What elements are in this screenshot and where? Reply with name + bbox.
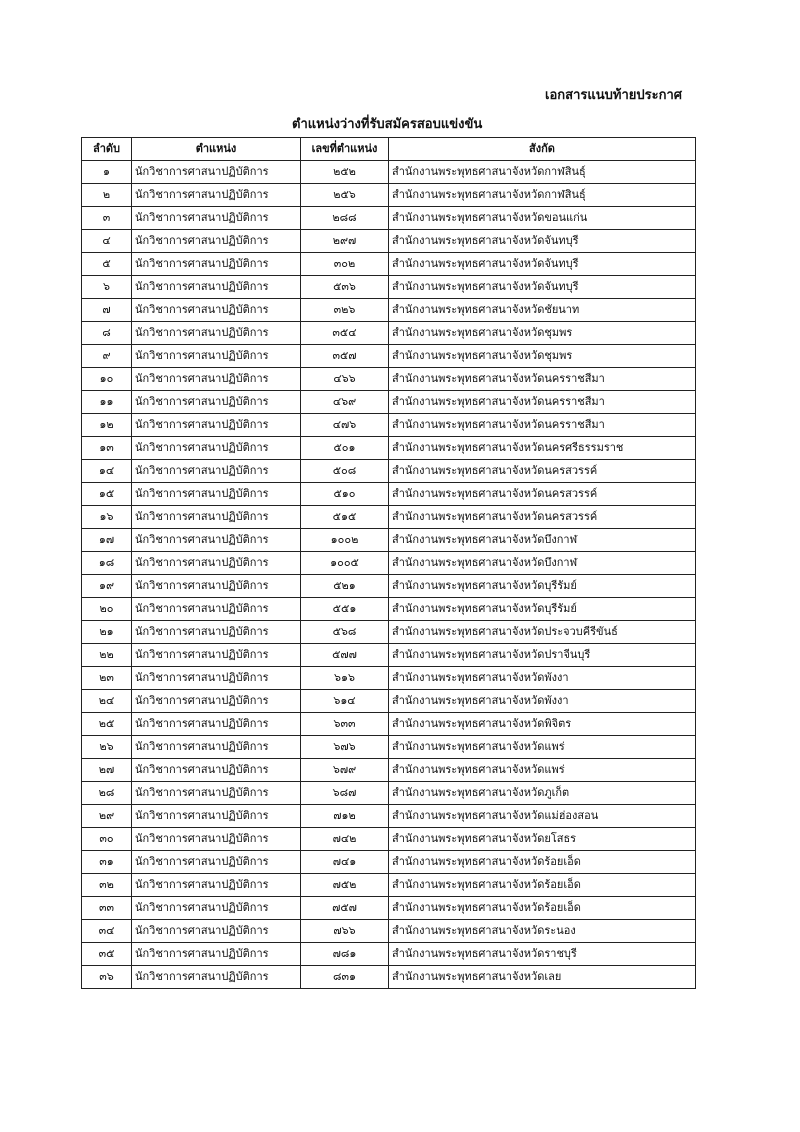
order-cell: ๑๖ bbox=[82, 506, 132, 529]
affiliation-cell: สำนักงานพระพุทธศาสนาจังหวัดยโสธร bbox=[389, 828, 696, 851]
position-number-cell: ๓๐๒ bbox=[301, 253, 389, 276]
order-cell: ๑๔ bbox=[82, 460, 132, 483]
affiliation-cell: สำนักงานพระพุทธศาสนาจังหวัดชัยนาท bbox=[389, 299, 696, 322]
table-row bbox=[82, 391, 696, 414]
position-cell: นักวิชาการศาสนาปฏิบัติการ bbox=[132, 943, 301, 966]
order-cell: ๑๓ bbox=[82, 437, 132, 460]
position-cell: นักวิชาการศาสนาปฏิบัติการ bbox=[132, 414, 301, 437]
table-row bbox=[82, 552, 696, 575]
order-cell: ๑๙ bbox=[82, 575, 132, 598]
affiliation-cell: สำนักงานพระพุทธศาสนาจังหวัดบุรีรัมย์ bbox=[389, 598, 696, 621]
position-cell: นักวิชาการศาสนาปฏิบัติการ bbox=[132, 483, 301, 506]
affiliation-cell: สำนักงานพระพุทธศาสนาจังหวัดระนอง bbox=[389, 920, 696, 943]
position-number-cell: ๔๖๖ bbox=[301, 368, 389, 391]
position-cell: นักวิชาการศาสนาปฏิบัติการ bbox=[132, 299, 301, 322]
order-cell: ๑๒ bbox=[82, 414, 132, 437]
column-header-position-number: เลขที่ตำแหน่ง bbox=[301, 138, 389, 161]
position-cell: นักวิชาการศาสนาปฏิบัติการ bbox=[132, 713, 301, 736]
position-number-cell: ๗๕๒ bbox=[301, 874, 389, 897]
table-row bbox=[82, 920, 696, 943]
vacancy-table-container bbox=[81, 137, 696, 989]
position-number-cell: ๔๖๙ bbox=[301, 391, 389, 414]
column-header-affiliation: สังกัด bbox=[389, 138, 696, 161]
affiliation-cell: สำนักงานพระพุทธศาสนาจังหวัดบึงกาฬ bbox=[389, 552, 696, 575]
affiliation-cell: สำนักงานพระพุทธศาสนาจังหวัดบุรีรัมย์ bbox=[389, 575, 696, 598]
table-row bbox=[82, 782, 696, 805]
affiliation-cell: สำนักงานพระพุทธศาสนาจังหวัดแพร่ bbox=[389, 759, 696, 782]
table-row bbox=[82, 805, 696, 828]
affiliation-cell: สำนักงานพระพุทธศาสนาจังหวัดร้อยเอ็ด bbox=[389, 874, 696, 897]
affiliation-cell: สำนักงานพระพุทธศาสนาจังหวัดนครสวรรค์ bbox=[389, 506, 696, 529]
table-row bbox=[82, 828, 696, 851]
table-row bbox=[82, 184, 696, 207]
position-cell: นักวิชาการศาสนาปฏิบัติการ bbox=[132, 391, 301, 414]
position-number-cell: ๖๗๙ bbox=[301, 759, 389, 782]
position-number-cell: ๕๕๑ bbox=[301, 598, 389, 621]
order-cell: ๘ bbox=[82, 322, 132, 345]
position-number-cell: ๒๕๖ bbox=[301, 184, 389, 207]
position-number-cell: ๕๖๘ bbox=[301, 621, 389, 644]
order-cell: ๒๙ bbox=[82, 805, 132, 828]
position-number-cell: ๘๓๑ bbox=[301, 966, 389, 989]
position-number-cell: ๑๐๐๒ bbox=[301, 529, 389, 552]
affiliation-cell: สำนักงานพระพุทธศาสนาจังหวัดนครศรีธรรมราช bbox=[389, 437, 696, 460]
document-title: ตำแหน่งว่างที่รับสมัครสอบแข่งขัน bbox=[292, 117, 483, 132]
position-cell: นักวิชาการศาสนาปฏิบัติการ bbox=[132, 276, 301, 299]
affiliation-cell: สำนักงานพระพุทธศาสนาจังหวัดขอนแก่น bbox=[389, 207, 696, 230]
table-row bbox=[82, 966, 696, 989]
table-row bbox=[82, 667, 696, 690]
table-row bbox=[82, 897, 696, 920]
position-cell: นักวิชาการศาสนาปฏิบัติการ bbox=[132, 621, 301, 644]
table-row bbox=[82, 483, 696, 506]
position-number-cell: ๓๕๔ bbox=[301, 322, 389, 345]
position-number-cell: ๒๕๒ bbox=[301, 161, 389, 184]
affiliation-cell: สำนักงานพระพุทธศาสนาจังหวัดประจวบคีรีขันธ์ bbox=[389, 621, 696, 644]
affiliation-cell: สำนักงานพระพุทธศาสนาจังหวัดจันทบุรี bbox=[389, 253, 696, 276]
table-row bbox=[82, 230, 696, 253]
affiliation-cell: สำนักงานพระพุทธศาสนาจังหวัดแม่ฮ่องสอน bbox=[389, 805, 696, 828]
table-row bbox=[82, 644, 696, 667]
affiliation-cell: สำนักงานพระพุทธศาสนาจังหวัดแพร่ bbox=[389, 736, 696, 759]
order-cell: ๖ bbox=[82, 276, 132, 299]
table-row bbox=[82, 736, 696, 759]
order-cell: ๓๓ bbox=[82, 897, 132, 920]
position-number-cell: ๗๘๑ bbox=[301, 943, 389, 966]
position-cell: นักวิชาการศาสนาปฏิบัติการ bbox=[132, 437, 301, 460]
affiliation-cell: สำนักงานพระพุทธศาสนาจังหวัดกาฬสินธุ์ bbox=[389, 184, 696, 207]
position-cell: นักวิชาการศาสนาปฏิบัติการ bbox=[132, 322, 301, 345]
position-number-cell: ๕๐๑ bbox=[301, 437, 389, 460]
column-header-position: ตำแหน่ง bbox=[132, 138, 301, 161]
order-cell: ๓๒ bbox=[82, 874, 132, 897]
affiliation-cell: สำนักงานพระพุทธศาสนาจังหวัดกาฬสินธุ์ bbox=[389, 161, 696, 184]
position-cell: นักวิชาการศาสนาปฏิบัติการ bbox=[132, 690, 301, 713]
position-cell: นักวิชาการศาสนาปฏิบัติการ bbox=[132, 161, 301, 184]
affiliation-cell: สำนักงานพระพุทธศาสนาจังหวัดชุมพร bbox=[389, 322, 696, 345]
table-row bbox=[82, 690, 696, 713]
affiliation-cell: สำนักงานพระพุทธศาสนาจังหวัดชุมพร bbox=[389, 345, 696, 368]
order-cell: ๓ bbox=[82, 207, 132, 230]
position-number-cell: ๒๙๗ bbox=[301, 230, 389, 253]
position-cell: นักวิชาการศาสนาปฏิบัติการ bbox=[132, 207, 301, 230]
table-row bbox=[82, 575, 696, 598]
table-row bbox=[82, 276, 696, 299]
affiliation-cell: สำนักงานพระพุทธศาสนาจังหวัดนครราชสีมา bbox=[389, 391, 696, 414]
order-cell: ๒ bbox=[82, 184, 132, 207]
position-number-cell: ๑๐๐๕ bbox=[301, 552, 389, 575]
order-cell: ๔ bbox=[82, 230, 132, 253]
order-cell: ๑๑ bbox=[82, 391, 132, 414]
position-number-cell: ๓๒๖ bbox=[301, 299, 389, 322]
order-cell: ๓๐ bbox=[82, 828, 132, 851]
affiliation-cell: สำนักงานพระพุทธศาสนาจังหวัดภูเก็ต bbox=[389, 782, 696, 805]
table-header-row bbox=[82, 138, 696, 161]
order-cell: ๑๘ bbox=[82, 552, 132, 575]
order-cell: ๓๑ bbox=[82, 851, 132, 874]
position-cell: นักวิชาการศาสนาปฏิบัติการ bbox=[132, 184, 301, 207]
order-cell: ๒๖ bbox=[82, 736, 132, 759]
position-number-cell: ๗๑๒ bbox=[301, 805, 389, 828]
position-cell: นักวิชาการศาสนาปฏิบัติการ bbox=[132, 552, 301, 575]
table-row bbox=[82, 460, 696, 483]
affiliation-cell: สำนักงานพระพุทธศาสนาจังหวัดนครสวรรค์ bbox=[389, 483, 696, 506]
position-cell: นักวิชาการศาสนาปฏิบัติการ bbox=[132, 667, 301, 690]
position-number-cell: ๕๒๑ bbox=[301, 575, 389, 598]
order-cell: ๙ bbox=[82, 345, 132, 368]
order-cell: ๓๕ bbox=[82, 943, 132, 966]
position-cell: นักวิชาการศาสนาปฏิบัติการ bbox=[132, 575, 301, 598]
order-cell: ๒๔ bbox=[82, 690, 132, 713]
position-cell: นักวิชาการศาสนาปฏิบัติการ bbox=[132, 759, 301, 782]
order-cell: ๓๔ bbox=[82, 920, 132, 943]
table-row bbox=[82, 759, 696, 782]
position-number-cell: ๖๘๗ bbox=[301, 782, 389, 805]
position-cell: นักวิชาการศาสนาปฏิบัติการ bbox=[132, 529, 301, 552]
position-number-cell: ๕๗๗ bbox=[301, 644, 389, 667]
affiliation-cell: สำนักงานพระพุทธศาสนาจังหวัดร้อยเอ็ด bbox=[389, 897, 696, 920]
affiliation-cell: สำนักงานพระพุทธศาสนาจังหวัดปราจีนบุรี bbox=[389, 644, 696, 667]
affiliation-cell: สำนักงานพระพุทธศาสนาจังหวัดเลย bbox=[389, 966, 696, 989]
order-cell: ๒๓ bbox=[82, 667, 132, 690]
table-row bbox=[82, 851, 696, 874]
position-number-cell: ๗๔๒ bbox=[301, 828, 389, 851]
position-number-cell: ๕๐๘ bbox=[301, 460, 389, 483]
table-row bbox=[82, 161, 696, 184]
table-row bbox=[82, 598, 696, 621]
order-cell: ๒๗ bbox=[82, 759, 132, 782]
order-cell: ๒๕ bbox=[82, 713, 132, 736]
position-number-cell: ๓๕๗ bbox=[301, 345, 389, 368]
order-cell: ๑๗ bbox=[82, 529, 132, 552]
table-row bbox=[82, 529, 696, 552]
attachment-note: เอกสารแนบท้ายประกาศ bbox=[545, 88, 682, 103]
table-row bbox=[82, 621, 696, 644]
table-row bbox=[82, 414, 696, 437]
affiliation-cell: สำนักงานพระพุทธศาสนาจังหวัดราชบุรี bbox=[389, 943, 696, 966]
table-row bbox=[82, 506, 696, 529]
order-cell: ๒๐ bbox=[82, 598, 132, 621]
table-row bbox=[82, 345, 696, 368]
position-cell: นักวิชาการศาสนาปฏิบัติการ bbox=[132, 598, 301, 621]
column-header-order: ลำดับ bbox=[82, 138, 132, 161]
position-cell: นักวิชาการศาสนาปฏิบัติการ bbox=[132, 253, 301, 276]
affiliation-cell: สำนักงานพระพุทธศาสนาจังหวัดนครราชสีมา bbox=[389, 368, 696, 391]
table-body bbox=[82, 161, 696, 989]
position-number-cell: ๕๓๖ bbox=[301, 276, 389, 299]
affiliation-cell: สำนักงานพระพุทธศาสนาจังหวัดบึงกาฬ bbox=[389, 529, 696, 552]
order-cell: ๒๒ bbox=[82, 644, 132, 667]
order-cell: ๒๑ bbox=[82, 621, 132, 644]
table-row bbox=[82, 299, 696, 322]
table-row bbox=[82, 322, 696, 345]
affiliation-cell: สำนักงานพระพุทธศาสนาจังหวัดจันทบุรี bbox=[389, 230, 696, 253]
affiliation-cell: สำนักงานพระพุทธศาสนาจังหวัดนครสวรรค์ bbox=[389, 460, 696, 483]
position-number-cell: ๗๖๖ bbox=[301, 920, 389, 943]
position-number-cell: ๕๑๐ bbox=[301, 483, 389, 506]
position-number-cell: ๔๗๖ bbox=[301, 414, 389, 437]
affiliation-cell: สำนักงานพระพุทธศาสนาจังหวัดพังงา bbox=[389, 690, 696, 713]
position-cell: นักวิชาการศาสนาปฏิบัติการ bbox=[132, 966, 301, 989]
affiliation-cell: สำนักงานพระพุทธศาสนาจังหวัดร้อยเอ็ด bbox=[389, 851, 696, 874]
position-cell: นักวิชาการศาสนาปฏิบัติการ bbox=[132, 644, 301, 667]
affiliation-cell: สำนักงานพระพุทธศาสนาจังหวัดจันทบุรี bbox=[389, 276, 696, 299]
order-cell: ๑ bbox=[82, 161, 132, 184]
position-number-cell: ๒๘๘ bbox=[301, 207, 389, 230]
position-cell: นักวิชาการศาสนาปฏิบัติการ bbox=[132, 828, 301, 851]
table-row bbox=[82, 207, 696, 230]
position-cell: นักวิชาการศาสนาปฏิบัติการ bbox=[132, 805, 301, 828]
position-cell: นักวิชาการศาสนาปฏิบัติการ bbox=[132, 736, 301, 759]
position-cell: นักวิชาการศาสนาปฏิบัติการ bbox=[132, 230, 301, 253]
position-cell: นักวิชาการศาสนาปฏิบัติการ bbox=[132, 874, 301, 897]
vacancy-table bbox=[81, 137, 696, 989]
position-number-cell: ๕๑๕ bbox=[301, 506, 389, 529]
position-cell: นักวิชาการศาสนาปฏิบัติการ bbox=[132, 897, 301, 920]
position-cell: นักวิชาการศาสนาปฏิบัติการ bbox=[132, 851, 301, 874]
table-row bbox=[82, 437, 696, 460]
table-row bbox=[82, 943, 696, 966]
affiliation-cell: สำนักงานพระพุทธศาสนาจังหวัดพิจิตร bbox=[389, 713, 696, 736]
position-number-cell: ๗๕๗ bbox=[301, 897, 389, 920]
order-cell: ๑๐ bbox=[82, 368, 132, 391]
affiliation-cell: สำนักงานพระพุทธศาสนาจังหวัดพังงา bbox=[389, 667, 696, 690]
affiliation-cell: สำนักงานพระพุทธศาสนาจังหวัดนครราชสีมา bbox=[389, 414, 696, 437]
table-row bbox=[82, 253, 696, 276]
order-cell: ๕ bbox=[82, 253, 132, 276]
table-row bbox=[82, 874, 696, 897]
position-cell: นักวิชาการศาสนาปฏิบัติการ bbox=[132, 345, 301, 368]
position-cell: นักวิชาการศาสนาปฏิบัติการ bbox=[132, 460, 301, 483]
position-cell: นักวิชาการศาสนาปฏิบัติการ bbox=[132, 782, 301, 805]
position-number-cell: ๖๓๓ bbox=[301, 713, 389, 736]
position-number-cell: ๖๗๖ bbox=[301, 736, 389, 759]
order-cell: ๒๘ bbox=[82, 782, 132, 805]
order-cell: ๑๕ bbox=[82, 483, 132, 506]
position-number-cell: ๖๑๔ bbox=[301, 690, 389, 713]
table-row bbox=[82, 368, 696, 391]
order-cell: ๗ bbox=[82, 299, 132, 322]
position-cell: นักวิชาการศาสนาปฏิบัติการ bbox=[132, 920, 301, 943]
table-row bbox=[82, 713, 696, 736]
position-number-cell: ๖๑๖ bbox=[301, 667, 389, 690]
position-cell: นักวิชาการศาสนาปฏิบัติการ bbox=[132, 506, 301, 529]
position-cell: นักวิชาการศาสนาปฏิบัติการ bbox=[132, 368, 301, 391]
position-number-cell: ๗๔๑ bbox=[301, 851, 389, 874]
order-cell: ๓๖ bbox=[82, 966, 132, 989]
